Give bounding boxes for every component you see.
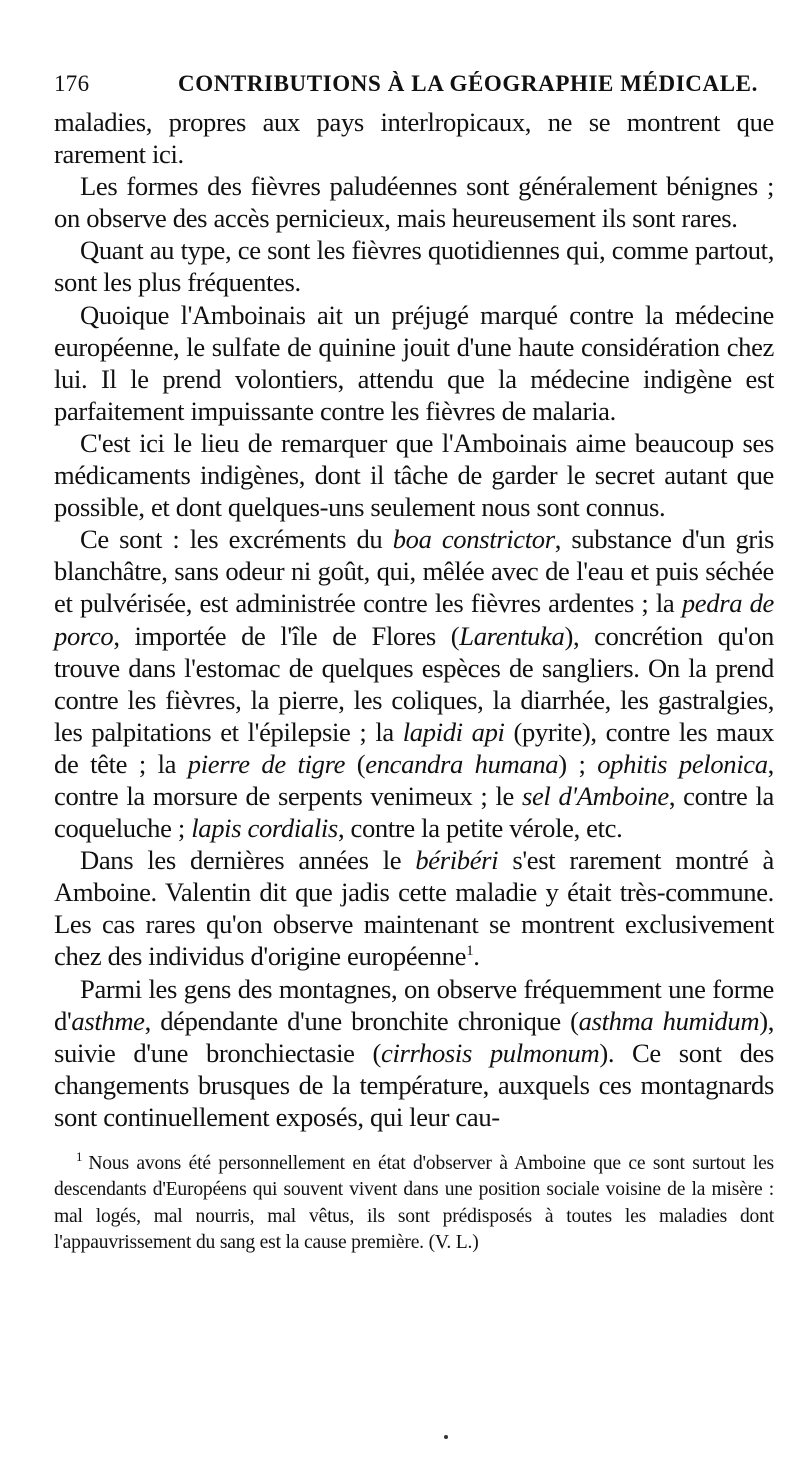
footnote-reference: 1 [466,943,474,960]
italic-term: lapidi api [402,716,505,747]
footnote-marker: 1 [76,1149,83,1165]
italic-term: cirrhosis pulmonum [381,1037,600,1068]
page-number: 176 [54,71,90,96]
paragraph [54,973,774,1133]
italic-term: boa constrictor [392,524,555,555]
paragraph [54,106,774,170]
italic-term: ophitis pelonica [597,748,768,779]
paragraph [54,170,774,234]
italic-term: sel d'Amboine [521,780,669,811]
paragraph [54,523,774,844]
body-text [54,106,774,1133]
text-run: , contre la morsure de serpents venimeux ; le [54,748,774,811]
book-page [54,66,774,1257]
running-head [54,66,774,102]
text-run: ), concrétion qu'on trouve dans l'estomac de quelques espèces de sangliers. On la prend contre les fièvres, la pierre, les coliques, la diarrhée, les gastralgies, les palpitations et l'épilepsie ; la [54,620,774,747]
italic-term: encandra humana [365,748,559,779]
text-run: ( [345,748,366,779]
italic-term: pedra de porco [54,588,774,651]
text-run: Ce sont : les excréments du [80,524,393,555]
footnote [54,1151,774,1257]
text-run: Quant au type, ce sont les fièvres quotidiennes qui, comme partout, sont les plus fréquentes. [54,235,774,298]
text-run: s'est rarement montré à Amboine. Valentin dit que jadis cette maladie y était très-commune. Les cas rares qu'on observe maintenant se montrent exclusivement chez des individus d'origine européenne [54,845,774,972]
text-run: (pyrite), contre les maux de tête ; la [54,716,774,779]
footnote-text: Nous avons été personnellement en état d'observer à Amboine que ce sont surtout les descendants d'Européens qui souvent vivent dans une position sociale voisine de la misère : mal logés, mal nourris, mal vêtus, ils sont prédisposés à toutes les maladies dont l'appauvrissement du sang est la cause première. (V. L.) [54,1153,774,1254]
text-run: ) ; [558,748,598,779]
running-title: CONTRIBUTIONS À LA GÉOGRAPHIE MÉDICALE. [178,71,758,96]
italic-term: lapis cordialis [191,813,338,844]
text-run: ). Ce sont des changements brusques de la température, auxquels ces montagnards sont continuellement exposés, qui leur cau- [54,1037,774,1132]
text-run: C'est ici le lieu de remarquer que l'Amboinais aime beaucoup ses médicaments indigènes, dont il tâche de garder le secret autant que possible, et dont quelques-uns seulement nous sont connus. [54,427,774,523]
paragraph [54,299,774,427]
italic-term: asthme [71,1005,145,1036]
paragraph [54,844,774,972]
text-run: . [473,941,480,972]
text-run: , dépendante d'une bronchite chronique ( [144,1005,579,1036]
text-run: , importée de l'île de Flores ( [113,620,460,651]
text-run: maladies, propres aux pays interlropicaux, ne se montrent que rarement ici. [54,107,774,170]
paragraph [54,427,774,523]
text-run: Les formes des fièvres paludéennes sont généralement bénignes ; on observe des accès pernicieux, mais heureusement ils sont rares. [54,171,774,234]
text-run: , contre la petite vérole, etc. [337,813,623,844]
italic-term: Larentuka [459,620,565,651]
italic-term: béribéri [415,845,499,876]
italic-term: pierre de tigre [187,748,346,779]
text-run: , substance d'un gris blanchâtre, sans odeur ni goût, qui, mêlée avec de l'eau et puis séchée et pulvérisée, est administrée contre les fièvres ardentes ; la [54,524,774,619]
text-run: Dans les dernières années le [80,845,416,876]
text-run: Parmi les gens des montagnes, on observe fréquemment une forme d' [54,973,774,1036]
page-speck [444,1435,448,1439]
text-run: Quoique l'Amboinais ait un préjugé marqué contre la médecine européenne, le sulfate de quinine jouit d'une haute considération chez lui. Il le prend volontiers, attendu que la médecine indigène est parfaitement impuissante contre les fièvres de malaria. [54,299,774,426]
text-run: , contre la coqueluche ; [54,780,775,844]
italic-term: asthma humidum [578,1005,760,1036]
text-run: ), suivie d'une bronchiectasie ( [54,1005,774,1068]
paragraph [54,234,774,298]
